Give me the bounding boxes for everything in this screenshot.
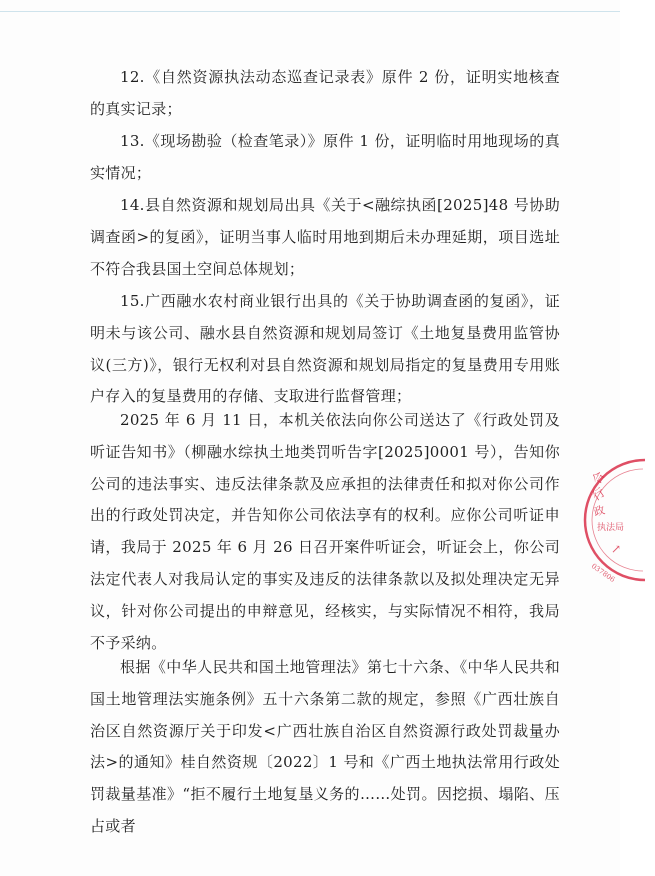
svg-text:↗: ↗	[611, 542, 622, 556]
paragraph-item-15: 15.广西融水农村商业银行出具的《关于协助调查函的复函》，证明未与该公司、融水县自然资源和规划局签订《土地复垦费用监管协议(三方)》，银行无权利对县自然资源和规划局指定的复垦费用专用账户存入的复垦费用的存储、支取进行监督管理；	[90, 292, 560, 406]
paragraph-item-13: 13.《现场勘验（检查笔录）》原件 1 份，证明临时用地现场的真实情况；	[90, 132, 560, 182]
svg-text:执法局: 执法局	[597, 523, 625, 533]
paragraph-hearing-notice: 2025 年 6 月 11 日，本机关依法向你公司送达了《行政处罚及听证告知书》（柳融水综执土地类罚听告字[2025]0001 号），告知你公司的违法事实、违反法律条款及应承担的法律责任和拟对你公司作出的行政处罚决定，并告知你公司依法享有的权利。应你公司听证申请，我局于 2025 年 6 月 26 日召开案件听证会，听证会上，你公司法定代表人对我局认定的事实及违反的法律条款以及拟处理决定无异议，针对你公司提出的申辩意见，经核实，与实际情况不相符，我局不予采纳。	[90, 411, 560, 652]
paragraph-item-12: 12.《自然资源执法动态巡查记录表》原件 2 份，证明实地核查的真实记录；	[90, 68, 560, 118]
official-seal-stamp	[585, 455, 655, 585]
svg-text:合: 合	[589, 469, 608, 487]
svg-text:政: 政	[592, 503, 607, 519]
scan-top-line	[0, 11, 620, 12]
paragraph-legal-basis: 根据《中华人民共和国土地管理法》第七十六条、《中华人民共和国土地管理法实施条例》五十六条第二款的规定，参照《广西壮族自治区自然资源厅关于印发<广西壮族自治区自然资源行政处罚裁量办法>的通知》桂自然资规〔2022〕1 号和《广西土地执法常用行政处罚裁量基准》“拒不履行土地复垦义务的……处罚。因挖损、塌陷、压占或者	[90, 658, 560, 835]
paragraph-item-14: 14.县自然资源和规划局出具《关于<融综执函[2025]48 号协助调查函>的复函》，证明当事人临时用地到期后未办理延期，项目选址不符合我县国土空间总体规划；	[90, 196, 560, 278]
svg-text:行: 行	[589, 485, 608, 504]
svg-text:037806: 037806	[589, 562, 617, 584]
